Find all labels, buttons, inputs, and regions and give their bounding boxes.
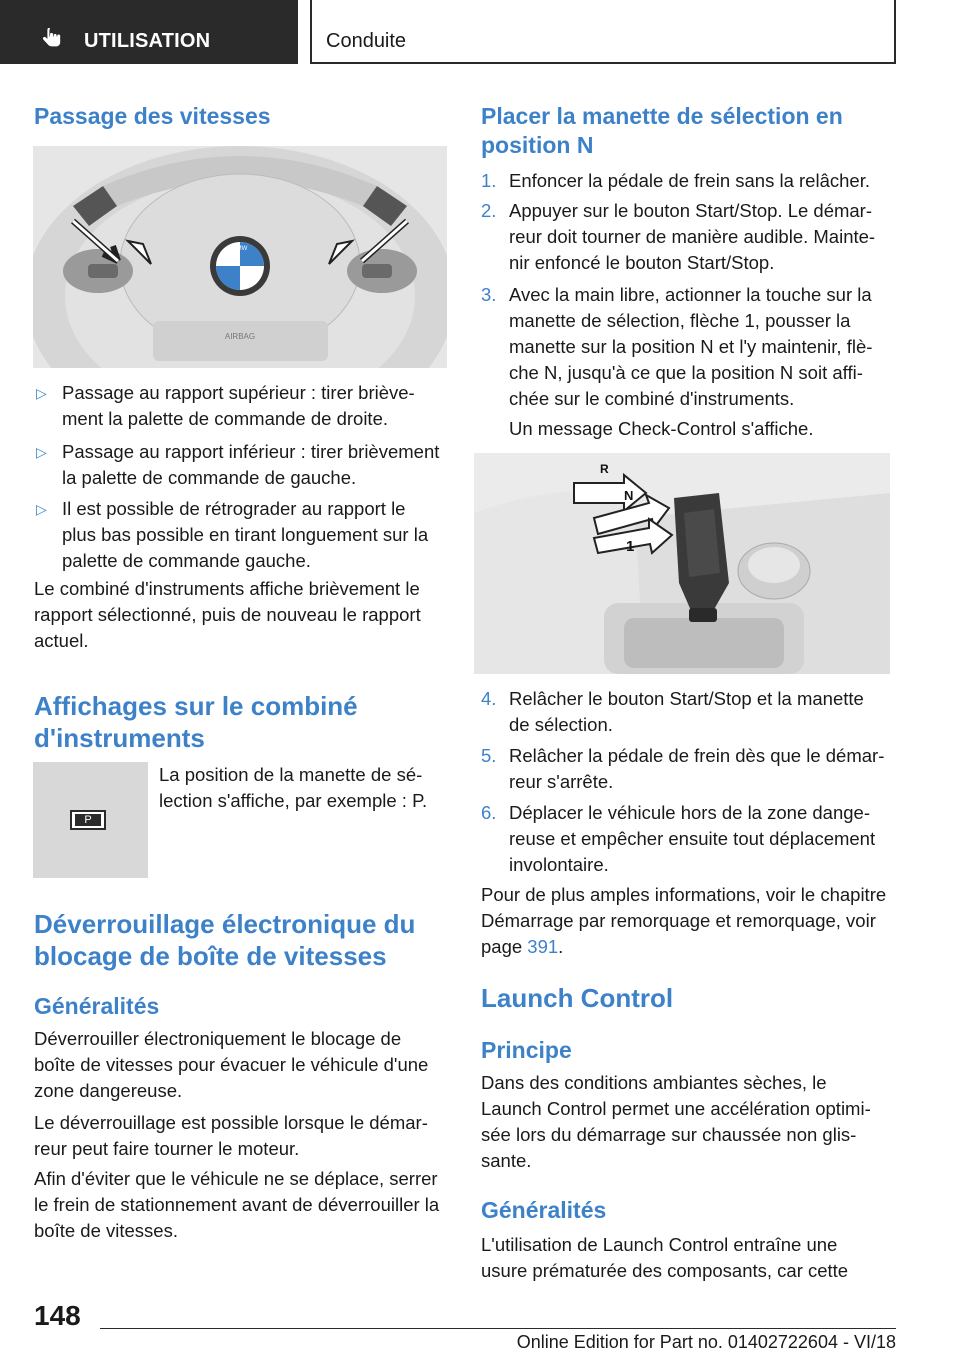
section-tab[interactable] (0, 0, 298, 64)
page-link[interactable]: 391 (527, 936, 559, 957)
heading-general: Généralités (34, 993, 160, 1019)
paragraph: L'utilisation de Launch Control entraîne une usure prématurée des composants, car cette (481, 1234, 849, 1281)
airbag-label: AIRBAG (224, 332, 256, 341)
hand-pointer-icon (40, 26, 64, 50)
list-item (34, 380, 454, 432)
list-item: 1. Enfoncer la pédale de frein sans la relâcher. (481, 170, 870, 191)
paragraph: Dans des conditions ambiantes sèches, le Launch Control permet une accélération optimi- sée lors du démarrage sur chaussée non glis- sante. (481, 1072, 871, 1171)
gear-indicator (70, 810, 106, 830)
brand-label: BMW (232, 246, 248, 252)
gear-selector-figure (474, 453, 890, 674)
list-item-line: la palette de commande de gauche. (62, 467, 357, 488)
paragraph: Déverrouiller électroniquement le blocage de boîte de vitesses pour évacuer le véhicule d'une zone dangereuse. (34, 1028, 429, 1101)
list-item: 3. Avec la main libre, actionner la touche sur la manette de sélection, flèche 1, pousser la manette sur la position N et l'y maintenir, flè- che N, jusqu'à ce que la position N soit affi- chée sur le combiné d'instruments. (481, 284, 873, 409)
heading-principle: Principe (481, 1037, 572, 1063)
triangle-bullet-icon: ▷ (36, 444, 47, 460)
arrow-1-label: 1 (626, 538, 635, 555)
list-item: 2. Appuyer sur le bouton Start/Stop. Le démar- reur doit tourner de manière audible. Mainte- nir enfoncé le bouton Start/Stop. (481, 200, 876, 273)
chapter-title: Conduite (326, 30, 407, 52)
list-item (34, 496, 454, 574)
list-item (34, 439, 454, 491)
heading-launch: Launch Control (481, 983, 674, 1013)
list-item-line: plus bas possible en tirant longuement sur la (62, 524, 429, 545)
step-note: Un message Check-Control s'affiche. (509, 418, 814, 439)
heading-shift: Passage des vitesses (34, 103, 271, 129)
paragraph: La position de la manette de sé- lection s'affiche, par exemple : P. (159, 764, 428, 811)
steering-wheel-illustration (33, 146, 447, 368)
paragraph: Le déverrouillage est possible lorsque le démar- reur peut faire tourner le moteur. (34, 1112, 428, 1159)
list-item-line: ment la palette de commande de droite. (62, 408, 388, 429)
list-item: 4. Relâcher le bouton Start/Stop et la manette de sélection. (481, 688, 864, 735)
paragraph: Afin d'éviter que le véhicule ne se déplace, serrer le frein de stationnement avant de déverrouiller la boîte de vitesses. (34, 1168, 440, 1241)
heading-neutral: Placer la manette de sélection en position N (481, 103, 843, 158)
page-number: 148 (34, 1300, 81, 1331)
list-item-line: Il est possible de rétrograder au rapport le (62, 498, 406, 519)
list-item-line: Passage au rapport supérieur : tirer briève- (62, 382, 415, 403)
paragraph: Pour de plus amples informations, voir le chapitre Démarrage par remorquage et remorquage, voir page 391. (481, 884, 887, 957)
list-item: 6. Déplacer le véhicule hors de la zone dange- reuse et empêcher ensuite tout déplacement involontaire. (481, 802, 876, 875)
steering-wheel-figure (33, 146, 447, 368)
footer-edition: Online Edition for Part no. 01402722604 - VI/18 (516, 1332, 896, 1352)
heading-general-2: Généralités (481, 1197, 607, 1223)
paragraph: Le combiné d'instruments affiche brièvement le rapport sélectionné, puis de nouveau le rapport actuel. (34, 578, 421, 651)
footer-divider (100, 1328, 896, 1329)
list-item-line: palette de commande gauche. (62, 550, 311, 571)
gear-selector-illustration (474, 453, 890, 674)
gear-letter: P (75, 814, 101, 826)
heading-display: Affichages sur le combiné d'instruments (34, 691, 358, 753)
arrow-n-label: N (624, 488, 634, 503)
chapter-tab[interactable] (310, 0, 896, 64)
heading-unlock: Déverrouillage électronique du blocage de boîte de vitesses (34, 909, 416, 971)
triangle-bullet-icon: ▷ (36, 385, 47, 401)
arrow-r-label: R (600, 462, 609, 476)
gear-display-figure (33, 762, 148, 878)
triangle-bullet-icon: ▷ (36, 501, 47, 517)
list-item-line: Passage au rapport inférieur : tirer brièvement (62, 441, 440, 462)
section-title: UTILISATION (84, 30, 211, 52)
list-item: 5. Relâcher la pédale de frein dès que le démar- reur s'arrête. (481, 745, 885, 792)
